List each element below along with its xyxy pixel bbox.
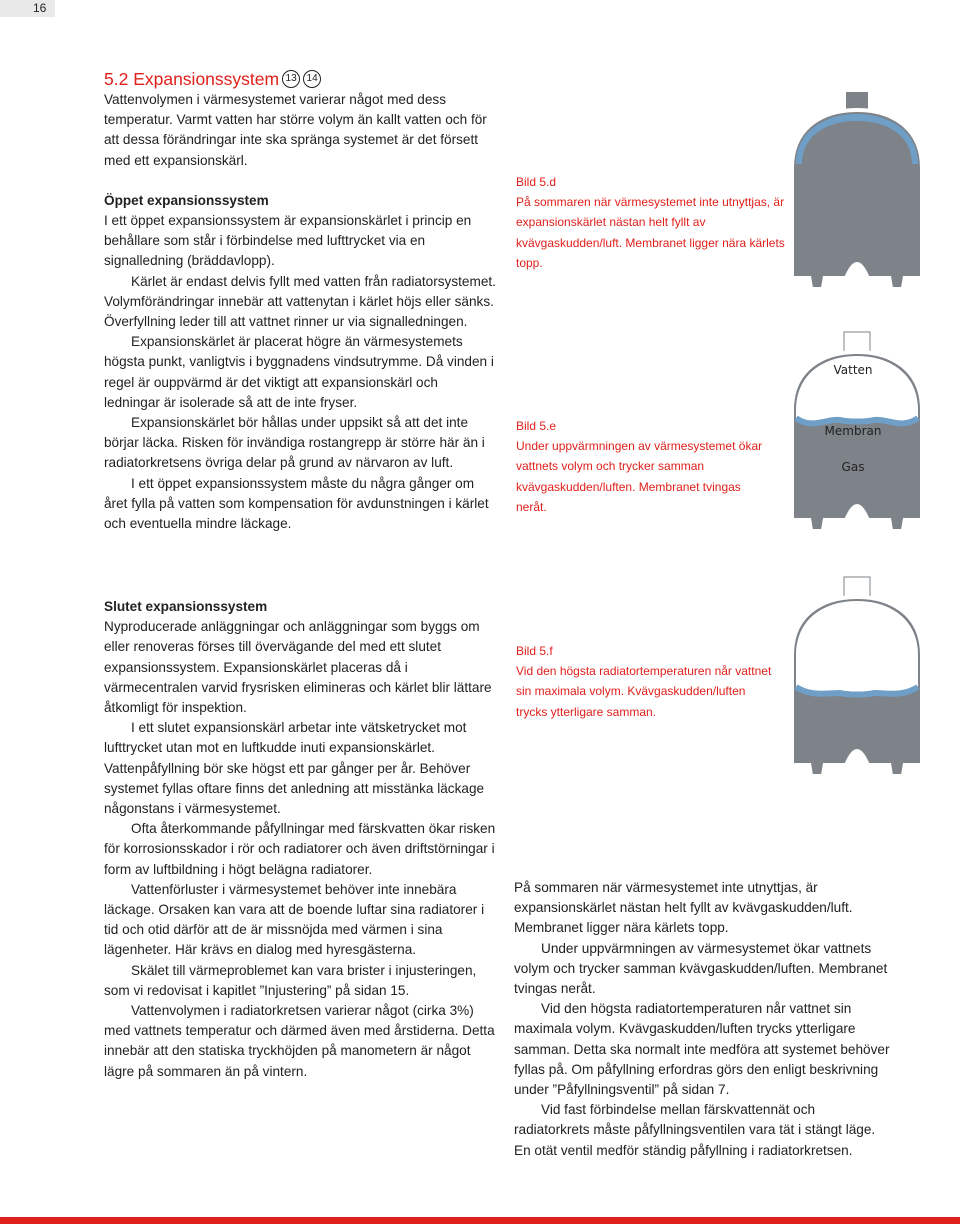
figure-caption-5e bbox=[516, 416, 766, 517]
right-para-4: Vid fast förbindelse mellan färskvattennät och radiatorkrets måste påfyllningsventilen vara tät i stängt läge. En otät ventil medför ständig påfyllning i radiatorkretsen. bbox=[514, 1102, 876, 1158]
right-para-1: På sommaren när värmesystemet inte utnyttjas, är expansionskärlet nästan helt fyllt av kvävgaskudden/luft. Membranet ligger nära kärlets topp. bbox=[514, 880, 853, 936]
label-membrane: Membran bbox=[824, 424, 882, 438]
open-para-3: Expansionskärlet är placerat högre än värmesystemets högsta punkt, vanligtvis i byggnadens vindsutrymme. Då vinden i regel är ouppvärmd är det viktigt att expansionskärl och ledningar är isolerade så att de inte fryser. bbox=[104, 334, 494, 410]
label-gas: Gas bbox=[841, 460, 865, 474]
closed-para-4: Vattenförluster i värmesystemet behöver inte innebära läckage. Orsaken kan vara att de boende luftar sina radiatorer i tid och otid därför att de är missnöjda med värmen i sina lägenheter. Här krävs en dialog med hyresgästerna. bbox=[104, 881, 485, 958]
figure-text-5f: Vid den högsta radiatortemperaturen når vattnet sin maximala volym. Kvävgaskudden/luften trycks ytterligare samman. bbox=[516, 664, 772, 719]
closed-para-3: Ofta återkommande påfyllningar med färskvatten ökar risken för korrosionsskador i rör och radiatorer och även driftstörningar i form av luftbildning i högt belägna radiatorer. bbox=[104, 821, 496, 877]
tank-left-foot bbox=[810, 518, 824, 530]
ref-badge-14: 14 bbox=[303, 70, 321, 88]
right-text-column bbox=[514, 878, 894, 1161]
water-area bbox=[796, 601, 918, 695]
figure-caption-5f bbox=[516, 641, 778, 722]
figure-text-5e: Under uppvärmningen av värmesystemet ökar vattnets volym och trycker samman kvävgaskudden/luften. Membranet tvingas neråt. bbox=[516, 439, 763, 514]
figure-caption-5d bbox=[516, 172, 791, 273]
closed-system-heading: Slutet expansionssystem bbox=[104, 599, 268, 614]
open-system-heading: Öppet expansionssystem bbox=[104, 192, 269, 208]
open-para-1: I ett öppet expansionssystem är expansionskärlet i princip en behållare som står i förbindelse med lufttrycket via en signalledning (bräddavlopp). bbox=[104, 213, 472, 269]
tank-right-foot bbox=[890, 518, 904, 530]
right-para-3: Vid den högsta radiatortemperaturen når vattnet sin maximala volym. Kvävgaskudden/luften trycks ytterligare samman. Detta ska normalt inte medföra att systemet behöver fyllas på. Om påfyllning erfordras görs den enligt beskrivning under ”Påfyllningsventil” på sidan 7. bbox=[514, 1001, 890, 1098]
section-title: 5.2 Expansionssystem bbox=[104, 69, 280, 89]
tank-illustration-5e bbox=[782, 330, 932, 530]
page-number: 16 bbox=[0, 0, 55, 17]
figure-label-5f: Bild 5.f bbox=[516, 644, 553, 658]
section-intro: Vattenvolymen i värmesystemet varierar något med dess temperatur. Varmt vatten har större volym än kallt vatten och för att dessa förändringar inte ska spränga systemet är det försett med ett expansionskärl. bbox=[104, 92, 487, 168]
label-water: Vatten bbox=[833, 363, 873, 377]
closed-system-column bbox=[104, 597, 496, 1082]
figure-text-5d: På sommaren när värmesystemet inte utnyttjas, är expansionskärlet nästan helt fyllt av kvävgaskudden/luft. Membranet ligger nära kärlets topp. bbox=[516, 195, 785, 270]
tank-illustration-5f bbox=[782, 575, 932, 775]
open-system-column bbox=[104, 68, 496, 534]
closed-para-6: Vattenvolymen i radiatorkretsen varierar något (cirka 3%) med vattnets temperatur och därmed även med årstiderna. Detta innebär att den statiska tryckhöjden på manometern är något lägre på sommaren än på vintern. bbox=[104, 1003, 495, 1079]
footer-accent-bar bbox=[0, 1217, 960, 1224]
right-para-2: Under uppvärmningen av värmesystemet ökar vattnets volym och trycker samman kvävgaskudden/luften. Membranet tvingas neråt. bbox=[514, 940, 888, 997]
open-para-5: I ett öppet expansionssystem måste du några gånger om året fylla på vatten som kompensation för avdunstningen i kärlet och eventuella mindre läckage. bbox=[104, 475, 489, 532]
tank-right-foot bbox=[890, 276, 904, 288]
figure-label-5d: Bild 5.d bbox=[516, 175, 557, 189]
tank-right-foot bbox=[890, 763, 904, 775]
figure-label-5e: Bild 5.e bbox=[516, 419, 557, 433]
tank-illustration-5d bbox=[782, 88, 932, 288]
tank-left-foot bbox=[810, 276, 824, 288]
section-title-row bbox=[104, 68, 496, 90]
closed-para-2: I ett slutet expansionskärl arbetar inte vätsketrycket mot lufttrycket utan mot en luftkudde inuti expansionskärlet. Vattenpåfyllning bör ske högst ett par gånger per år. Behöver systemet fyllas oftare finns det anledning att misstänka läckage någonstans i värmesystemet. bbox=[104, 720, 485, 817]
open-para-4: Expansionskärlet bör hållas under uppsikt så att det inte börjar läcka. Risken för invändiga rostangrepp är större här än i radiatorkretsens övriga delar på grund av närvaron av luft. bbox=[104, 415, 485, 471]
closed-para-5: Skälet till värmeproblemet kan vara brister i injusteringen, som vi redovisat i kapitlet ”Injustering” på sidan 15. bbox=[104, 962, 477, 998]
tank-left-foot bbox=[810, 763, 824, 775]
open-para-2: Kärlet är endast delvis fyllt med vatten från radiatorsystemet. Volymförändringar innebär att vattenytan i kärlet höjs eller sänks. Överfyllning leder till att vattnet rinner ur via signalledningen. bbox=[104, 273, 496, 330]
closed-para-1: Nyproducerade anläggningar och anläggningar som byggs om eller renoveras förses till övervägande del med ett slutet expansionssystem. Expansionskärlet placeras då i värmecentralen varvid frysrisken elimineras och kärlet blir lättare åtkomligt för inspektion. bbox=[104, 619, 492, 716]
ref-badge-13: 13 bbox=[282, 70, 300, 88]
